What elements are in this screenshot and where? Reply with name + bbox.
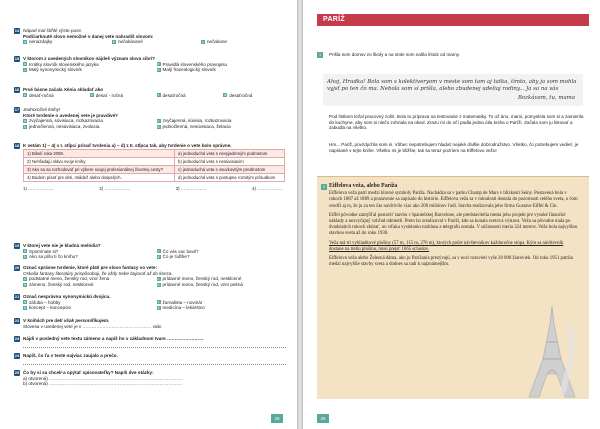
question-24: 24 Napíš, čo ťa v texte najviac zaujalo a prečo. — [14, 353, 286, 365]
option-a[interactable]: a Spomínate si? — [24, 248, 59, 254]
option-a[interactable]: a zvyčajenná, súvisiaca, rozkazovacia — [24, 118, 103, 124]
option-d[interactable]: d prídavné meno, ženský rod, vzor pekná — [157, 281, 243, 287]
answer-fill-line[interactable]: b) otvorená) …………………………………………………………………………… — [23, 381, 183, 387]
eiffel-tower-icon — [517, 304, 587, 399]
option-d[interactable]: d Malý frazeologický slovník — [157, 67, 216, 73]
paragraph: Hm... Paríž, povzdychla som si. Vôbec nepotrebujem hladať nejaké ďalšie dobrodružstvo. Všetko, čo potrebujem vedieť, je napísané v tejto knihe. Všetko mi je bližšie, tak sa teraz pozriem na Eiffelovu vežu! — [329, 142, 579, 153]
question-15: 15 V ktorom z uvedených slovníkov nájdeš význam slova cibrí? a Krátky slovník slovenského jazyka b Pravidlá slovenského pravopisu c Malý synonymický slovník d Malý frazeologický slovník — [14, 56, 286, 73]
page-number: 26 — [317, 414, 329, 423]
question-prompt: Podčiarknuté slovo nemožné v danej vete nahradíš slovom: — [23, 33, 154, 39]
option-c[interactable]: c žurnalista – novinár — [157, 299, 203, 305]
table-row: 2) Nehľadajú slávu svoje knihy. b) jednoduchá veta s nesúvisiacim — [24, 157, 285, 165]
option-c[interactable]: c desaťročná — [157, 92, 186, 98]
option-c[interactable]: c Čo vás vac bavil? — [157, 248, 199, 254]
question-18: 18 K vetám 1) – 4) v I. stĺpci priraď tvrdenia a) – d) z II. stĺpca tak, aby tvrdenie o vete bolo správne. 1) Bikelí roka 2008. a) jednoduchá veta s nevyjadreným podmetom 2) Nehľadajú slávu svoje knihy. b) jednoduchá veta s nesúvisiacim 3) Ako sa sa rozhodovať pri výbere svojej profesionálnej životnej cesty? c) jednoduchá veta s vsuvkovitým predmetom 4) Budem písať pre deti, mládež alebo dospelých. d) jednoduchá veta s postupne rozvitým prísudkom 1) ……………… 2) ……………… 3) ……………… 4) ……………… — [14, 143, 286, 191]
option-c[interactable]: c zvyčajenná, súvisia, rozkazovacia — [157, 118, 232, 124]
paragraph: Pod lístkom ležal pracovný zošit. Bola to príprava na testovanie z matematiky. To už áno, mami, pomyslela som si a zamierila do kuchyne, aby som si niečo zohriala na obed. Zrazu mi do očí padla jedna útla kniha o Paríži. Začala som ju listovať a zabudla na všetko. — [329, 114, 584, 131]
question-25: 25 Čo by si sa chcel/-a opýtať spisovateľky? Napíš dve otázky: a) otvorená) …………………………………………………………………………… b) otvorená) …………………………………………………………………………… — [14, 370, 286, 387]
option-c[interactable]: c nečakane — [202, 39, 227, 45]
question-title: Nápad mal štíhlé výsto-puse. — [23, 28, 83, 33]
option-b[interactable]: b Pravidlá slovenského pravopisu — [157, 61, 228, 67]
option-c[interactable]: c Malý synonymický slovník — [24, 67, 82, 73]
table-row: 1) Bikelí roka 2008. a) jednoduchá veta s nevyjadreným podmetom — [24, 149, 285, 157]
question-20: 20 Označ správne tvrdenie, ktoré platí pre slovo fantasy vo vete: Oskalia fantasy literatúry prispôsobuji, že vždy trebe bojovať až do konca. a podstatné meno, ženský rod, vzor žena c prídavné meno, ženský rod, nesklonné b zámeno, ženský rod, nesklonné d prídavné meno, ženský rod, vzor pekná — [14, 265, 286, 287]
table-row: 4) Budem písať pre deti, mládež alebo dospelých. d) jednoduchá veta s postupne rozvitým prísudkom — [24, 173, 285, 181]
option-d[interactable]: d desaťročná — [224, 92, 253, 98]
option-d[interactable]: d medicína – lekárstvo — [157, 305, 205, 311]
right-page — [303, 0, 600, 429]
option-a[interactable]: a Krátky slovník slovenského jazyka — [24, 61, 99, 67]
article-title: Eiffelova veža, alebo Paríža — [329, 183, 398, 189]
chapter-header — [317, 14, 589, 26]
article-paragraph: Eiffelova veža patrí medzi hlavné symboly Paríža. Nachádza sa v parku Champ de Mars v blízkosti Seiny. Postavená bola v rokoch 1887 až 1889 a postavenie sa zapísalo do histórie. Eiffelova veža sa v minulosti dostala do pozornosti celého sveta, o čom svedčí aj to, že ju za ten čas navštívilo viac ako 200 miliónov ľudí. Stavba realizovala jeho firma Gustave Eiffel & Cie. — [329, 191, 578, 209]
left-page — [0, 0, 297, 429]
option-b[interactable]: b zámeno, ženský rod, nesklonné — [24, 281, 94, 287]
question-number: 14 — [14, 28, 20, 33]
article-paragraph: Eiffelova veža alebo Železná dáma, ako ju Parížania prezývajú, sa v noci rozsvieti vyše 20 000 žiaroviek. Od roku 1951 patrila medzi najvyššie stavby sveta a dodnes sa radí k najznámejším. — [329, 256, 573, 268]
table-row: 3) Ako sa sa rozhodovať pri výbere svojej profesionálnej životnej cesty? c) jednoduchá veta s vsuvkovitým predmetom — [24, 165, 285, 173]
option-a[interactable]: a nenazdajky — [24, 39, 53, 45]
question-23: 23 Nájdi v posledný vete textu zámeno a napíš ho v základnom tvare …………………… — [14, 336, 286, 348]
option-a[interactable]: a desať-ročná — [24, 92, 54, 98]
article-paragraph: Eiffel pôvodne zamýšľal postaviť stavbu v španielskej Barcelone, ale predstavitelia mesta jeho projekt pre vysoké finančné náklady a nezvyčajný vzhľad odmietli. Preto ho zrealizoval v Paríži, kde sa konala svetová výstava. Veža sa pôvodne mala po dvadsiatich rokoch zbúrať, no vďaka vysielaniu rozhlasu a telegrafu zostala. V súčasnosti meria 324 metrov. Veža bola najvyššou stavbou sveta až do roku 1930. — [329, 212, 578, 237]
option-b[interactable]: b desať - ročná — [90, 92, 124, 98]
option-b[interactable]: b Ako sa píšu ti čo kníhu? — [24, 254, 78, 260]
exercise-number: 2 — [322, 185, 326, 189]
matching-table — [23, 149, 285, 182]
page-number: 25 — [271, 414, 283, 423]
option-d[interactable]: d jednočlenná, nesúvisiaca, želacia — [157, 123, 231, 129]
answer-fill-line[interactable]: a) otvorená) …………………………………………………………………………… — [23, 375, 183, 381]
option-b[interactable]: b jednočlenná, nesúvisiaca, zvolacia — [24, 123, 100, 129]
answer-line[interactable] — [23, 342, 286, 348]
article-box — [317, 176, 589, 399]
options — [23, 39, 286, 45]
question-16: 16 Prvé básne začala Xénia skladať ako a desať-ročná b desať - ročná c desaťročná d desaťročná — [14, 87, 286, 98]
question-17: 17 Jednoročné knihy! Ktoré tvrdenie o uvedenej vete je pravdivé? a zvyčajenná, súvisiaca, rozkazovacia c zvyčajenná, súvisia, rozkazovacia b jednočlenná, nesúvisiaca, zvolacia d jednočlenná, nesúvisiaca, želacia — [14, 107, 286, 129]
question-22: 22 V knihách pre deti však personifikujem. Slovesa v uvedenej vete je v ……………………………………… vide. — [14, 318, 286, 329]
chapter-title: PARÍŽ — [323, 16, 345, 23]
quote-box: Ahoj, Hrudka! Bola som s kolektiveryom v meste som tam aj tatka, tímto, aby ja som mohla vyjsť po ten čo ma. Nebola som si prišla, alebo zbudenej udeliaj rodiny... Ja sa na vás Bozkávam, tu, mama — [323, 74, 583, 106]
question-21: 21 Označ nesprávnu synonymickú dvojicu. a záľuba – hobby c žurnalista – novinár b koncept – koncepcie d medicína – lekárstvo — [14, 294, 286, 311]
question-19: 19 V ktorej vete nie je kladná melódia? a Spomínate si? c Čo vás vac bavil? b Ako sa píšu ti čo kníhu? d Čo je ťažšie? — [14, 243, 286, 260]
question-14 — [14, 28, 286, 45]
exercise-number: 1 — [318, 53, 322, 57]
answer-fill-line[interactable]: 1) ……………… 2) ……………… 3) ……………… 4) ……………… — [23, 185, 283, 191]
answer-fill-line[interactable]: Slovesa v uvedenej vete je v ……………………………………… vide. — [23, 323, 163, 329]
option-b[interactable]: b nečakávané — [113, 39, 143, 45]
answer-line[interactable] — [23, 359, 286, 365]
option-a[interactable]: a podstatné meno, ženský rod, vzor žena — [24, 276, 110, 282]
option-a[interactable]: a záľuba – hobby — [24, 299, 61, 305]
exercise-instruction: Prišla som domov zo školy a na stole som našla lístok od mamy. — [329, 52, 460, 57]
option-d[interactable]: d Čo je ťažšie? — [157, 254, 190, 260]
option-c[interactable]: c prídavné meno, ženský rod, nesklonné — [157, 276, 242, 282]
option-b[interactable]: b koncept – koncepcie — [24, 305, 71, 311]
article-paragraph: Veža má tri vyhliadkové plošiny (57 m, 115 m, 276 m), ktorých počet návštevníkov každoročne stúpa. Kým sa návštevník dostane na tretiu plošinu, musí prejsť 1665 schodov. — [329, 240, 564, 252]
